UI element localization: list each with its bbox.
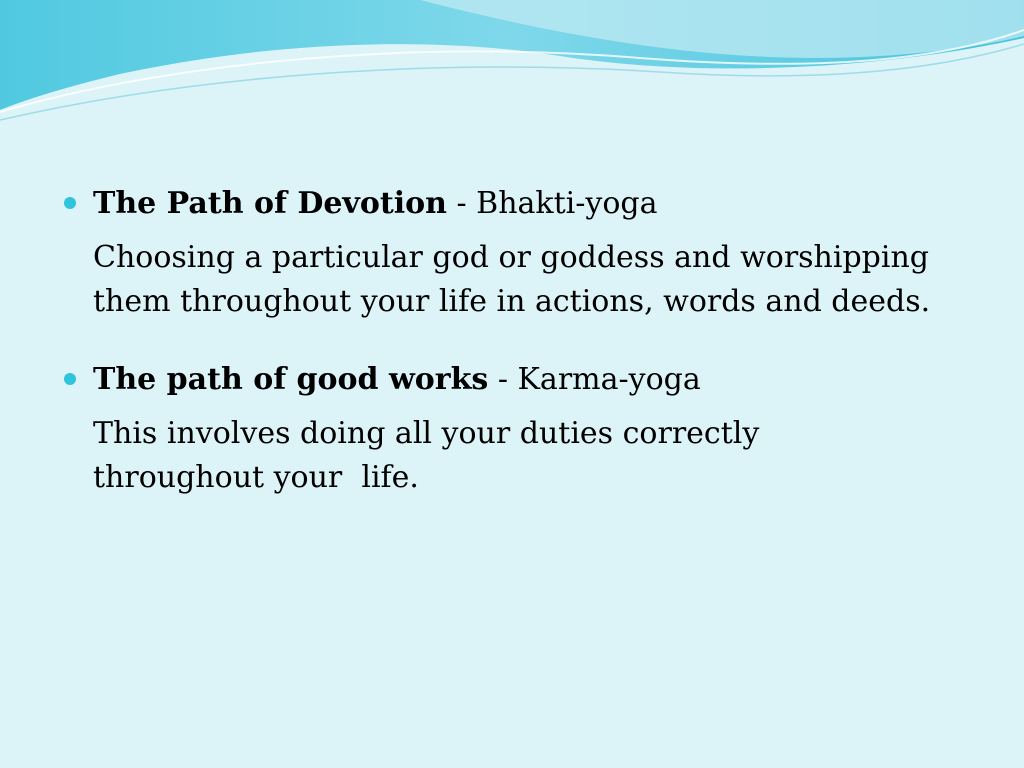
bullet-item-good-works xyxy=(64,358,984,500)
bullet-title: The Path of Devotion xyxy=(93,186,447,221)
header-wave-decoration xyxy=(0,0,1024,130)
description-line: This involves doing all your duties correctly xyxy=(93,416,760,451)
bullet-description xyxy=(93,412,984,500)
bullet-subtitle: Bhakti-yoga xyxy=(476,186,658,221)
bullet-separator: - xyxy=(446,186,477,221)
description-line: Choosing a particular god or goddess and worshipping xyxy=(93,240,930,275)
description-line: them throughout your life in actions, words and deeds. xyxy=(93,284,931,319)
bullet-heading xyxy=(93,358,984,402)
bullet-title: The path of good works xyxy=(93,362,489,397)
bullet-dot-icon xyxy=(64,197,76,209)
bullet-item-devotion xyxy=(64,182,984,324)
bullet-dot-icon xyxy=(64,373,76,385)
description-line: throughout your life. xyxy=(93,460,419,495)
bullet-heading xyxy=(93,182,984,226)
bullet-description xyxy=(93,236,984,324)
bullet-subtitle: Karma-yoga xyxy=(517,362,701,397)
bullet-separator: - xyxy=(488,362,518,397)
slide-content xyxy=(64,182,984,534)
